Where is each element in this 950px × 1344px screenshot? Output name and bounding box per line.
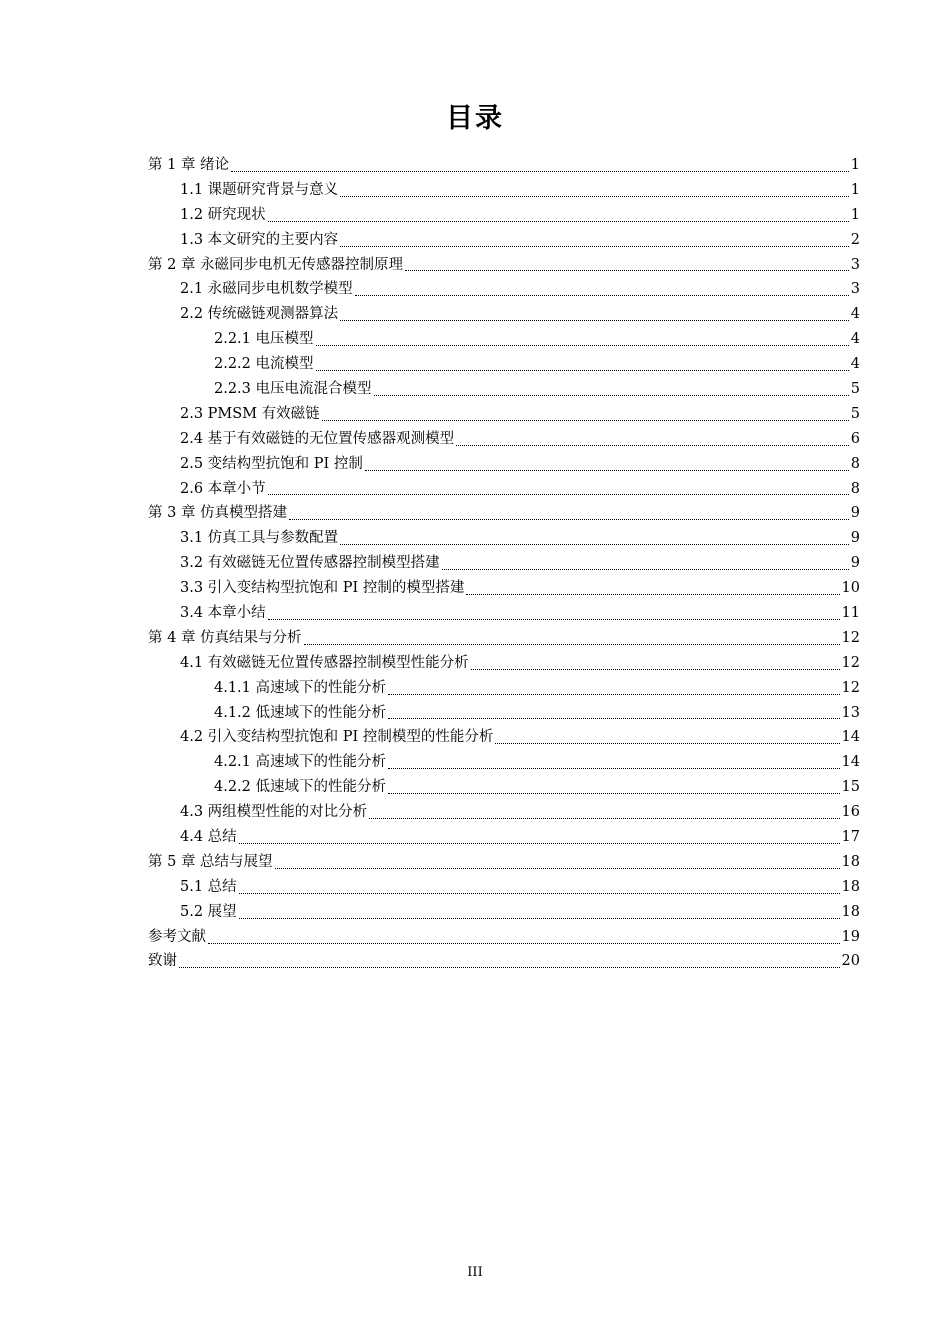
- toc-entry-page: 13: [841, 704, 860, 721]
- toc-entry-label: 第 5 章 总结与展望: [148, 853, 273, 870]
- toc-entry-page: 6: [850, 430, 860, 447]
- toc-entry-page: 4: [850, 356, 860, 373]
- toc-entry-label: 2.2 传统磁链观测器算法: [180, 306, 339, 323]
- dot-leader: [208, 925, 840, 950]
- toc-entry-page: 1: [850, 181, 860, 198]
- toc-entry-label: 3.3 引入变结构型抗饱和 PI 控制的模型搭建: [180, 580, 465, 597]
- toc-entry[interactable]: [148, 601, 860, 626]
- toc-entry-label: 致谢: [148, 953, 177, 970]
- toc-entry[interactable]: [148, 253, 860, 278]
- dot-leader: [340, 302, 849, 327]
- toc-entry-page: 8: [850, 480, 860, 497]
- dot-leader: [275, 850, 840, 875]
- dot-leader: [466, 576, 839, 601]
- dot-leader: [179, 950, 840, 975]
- toc-entry-page: 18: [841, 903, 860, 920]
- dot-leader: [471, 651, 840, 676]
- toc-entry[interactable]: [148, 950, 860, 975]
- toc-entry[interactable]: [148, 701, 860, 726]
- toc-entry[interactable]: [148, 651, 860, 676]
- toc-entry[interactable]: [148, 228, 860, 253]
- toc-entry-page: 12: [841, 629, 860, 646]
- toc-entry-label: 3.1 仿真工具与参数配置: [180, 530, 339, 547]
- toc-entry[interactable]: [148, 203, 860, 228]
- toc-entry-label: 2.2.1 电压模型: [214, 331, 314, 348]
- toc-entry-page: 3: [850, 281, 860, 298]
- toc-entry-page: 18: [841, 878, 860, 895]
- dot-leader: [365, 452, 849, 477]
- toc-entry-page: 10: [841, 580, 860, 597]
- toc-entry-page: 15: [841, 779, 860, 796]
- toc-entry-label: 4.1.1 高速域下的性能分析: [214, 679, 387, 696]
- dot-leader: [369, 800, 839, 825]
- toc-entry-label: 5.1 总结: [180, 878, 237, 895]
- toc-entry[interactable]: [148, 501, 860, 526]
- toc-entry-label: 5.2 展望: [180, 903, 237, 920]
- toc-entry-page: 11: [841, 605, 860, 622]
- dot-leader: [388, 676, 840, 701]
- toc-entry-label: 4.2.2 低速域下的性能分析: [214, 779, 387, 796]
- toc-entry-label: 4.2.1 高速域下的性能分析: [214, 754, 387, 771]
- toc-entry-page: 1: [850, 206, 860, 223]
- table-of-contents: [148, 153, 860, 974]
- toc-entry-page: 16: [841, 804, 860, 821]
- toc-entry[interactable]: [148, 277, 860, 302]
- toc-entry[interactable]: [148, 825, 860, 850]
- toc-entry[interactable]: [148, 900, 860, 925]
- toc-entry-page: 5: [850, 381, 860, 397]
- toc-entry[interactable]: [148, 178, 860, 203]
- toc-entry-page: 14: [841, 754, 860, 771]
- toc-entry-label: 第 2 章 永磁同步电机无传感器控制原理: [148, 256, 404, 273]
- dot-leader: [322, 402, 849, 427]
- dot-leader: [316, 352, 849, 377]
- toc-entry-label: 3.2 有效磁链无位置传感器控制模型搭建: [180, 555, 440, 572]
- page-number: III: [467, 1265, 483, 1280]
- toc-entry-label: 2.6 本章小节: [180, 480, 266, 497]
- toc-entry[interactable]: [148, 526, 860, 551]
- dot-leader: [268, 477, 849, 502]
- toc-entry-label: 1.1 课题研究背景与意义: [180, 181, 339, 198]
- toc-entry[interactable]: [148, 352, 860, 377]
- page-title: 目录: [446, 103, 504, 134]
- dot-leader: [405, 253, 849, 278]
- toc-entry-page: 18: [841, 853, 860, 870]
- toc-entry-page: 14: [841, 729, 860, 746]
- toc-entry[interactable]: [148, 302, 860, 327]
- toc-entry-page: 9: [850, 505, 860, 522]
- dot-leader: [239, 825, 840, 850]
- toc-entry-label: 2.3 PMSM 有效磁链: [180, 405, 320, 422]
- toc-entry-label: 2.1 永磁同步电机数学模型: [180, 281, 353, 298]
- toc-entry[interactable]: [148, 850, 860, 875]
- toc-entry[interactable]: [148, 327, 860, 352]
- toc-entry-label: 2.2.2 电流模型: [214, 356, 314, 373]
- dot-leader: [289, 501, 849, 526]
- toc-entry-label: 4.1.2 低速域下的性能分析: [214, 704, 387, 721]
- toc-entry[interactable]: [148, 452, 860, 477]
- toc-entry[interactable]: [148, 775, 860, 800]
- toc-entry-page: 4: [850, 331, 860, 348]
- dot-leader: [456, 427, 849, 452]
- toc-entry-label: 4.3 两组模型性能的对比分析: [180, 804, 368, 821]
- toc-entry-label: 3.4 本章小结: [180, 605, 266, 622]
- dot-leader: [388, 750, 840, 775]
- dot-leader: [495, 725, 839, 750]
- toc-entry[interactable]: [148, 477, 860, 502]
- dot-leader: [239, 875, 840, 900]
- dot-leader: [388, 701, 840, 726]
- toc-entry-page: 17: [841, 829, 860, 846]
- toc-entry-label: 4.2 引入变结构型抗饱和 PI 控制模型的性能分析: [180, 729, 494, 746]
- dot-leader: [355, 277, 849, 302]
- toc-entry[interactable]: [148, 551, 860, 576]
- dot-leader: [268, 203, 849, 228]
- dot-leader: [304, 626, 840, 651]
- toc-entry-label: 4.1 有效磁链无位置传感器控制模型性能分析: [180, 654, 469, 671]
- dot-leader: [268, 601, 840, 626]
- toc-entry-label: 第 4 章 仿真结果与分析: [148, 629, 302, 646]
- dot-leader: [239, 900, 840, 925]
- toc-entry[interactable]: [148, 153, 860, 178]
- toc-entry[interactable]: [148, 626, 860, 651]
- toc-entry-page: 4: [850, 306, 860, 323]
- toc-entry-page: 12: [841, 654, 860, 671]
- dot-leader: [340, 526, 849, 551]
- toc-entry-page: 19: [841, 928, 860, 945]
- toc-entry-page: 20: [841, 953, 860, 970]
- toc-entry[interactable]: [148, 402, 860, 427]
- dot-leader: [231, 153, 849, 178]
- dot-leader: [316, 327, 849, 352]
- dot-leader: [388, 775, 840, 800]
- toc-entry[interactable]: [148, 875, 860, 900]
- toc-entry-label: 第 3 章 仿真模型搭建: [148, 505, 288, 522]
- toc-entry-label: 2.5 变结构型抗饱和 PI 控制: [180, 455, 363, 472]
- dot-leader: [340, 178, 849, 203]
- toc-entry-label: 第 1 章 绪论: [148, 156, 230, 173]
- toc-entry-label: 参考文献: [148, 928, 206, 945]
- toc-entry[interactable]: [148, 750, 860, 775]
- toc-entry-label: 2.2.3 电压电流混合模型: [214, 381, 372, 397]
- toc-entry[interactable]: [148, 427, 860, 452]
- toc-entry-page: 1: [850, 156, 860, 173]
- dot-leader: [374, 377, 849, 402]
- toc-entry-label: 2.4 基于有效磁链的无位置传感器观测模型: [180, 430, 455, 447]
- toc-entry-page: 8: [850, 455, 860, 472]
- toc-entry[interactable]: [148, 800, 860, 825]
- toc-entry-page: 5: [850, 405, 860, 422]
- toc-entry[interactable]: [148, 576, 860, 601]
- toc-entry[interactable]: [148, 676, 860, 701]
- toc-entry-page: 9: [850, 555, 860, 572]
- toc-entry[interactable]: [148, 925, 860, 950]
- toc-entry-page: 2: [850, 231, 860, 248]
- dot-leader: [442, 551, 849, 576]
- dot-leader: [340, 228, 849, 253]
- toc-entry[interactable]: [148, 377, 860, 402]
- toc-entry-page: 12: [841, 679, 860, 696]
- toc-entry-label: 1.3 本文研究的主要内容: [180, 231, 339, 248]
- toc-entry-label: 4.4 总结: [180, 829, 237, 846]
- toc-entry-page: 3: [850, 256, 860, 273]
- toc-entry-label: 1.2 研究现状: [180, 206, 266, 223]
- toc-entry[interactable]: [148, 725, 860, 750]
- toc-entry-page: 9: [850, 530, 860, 547]
